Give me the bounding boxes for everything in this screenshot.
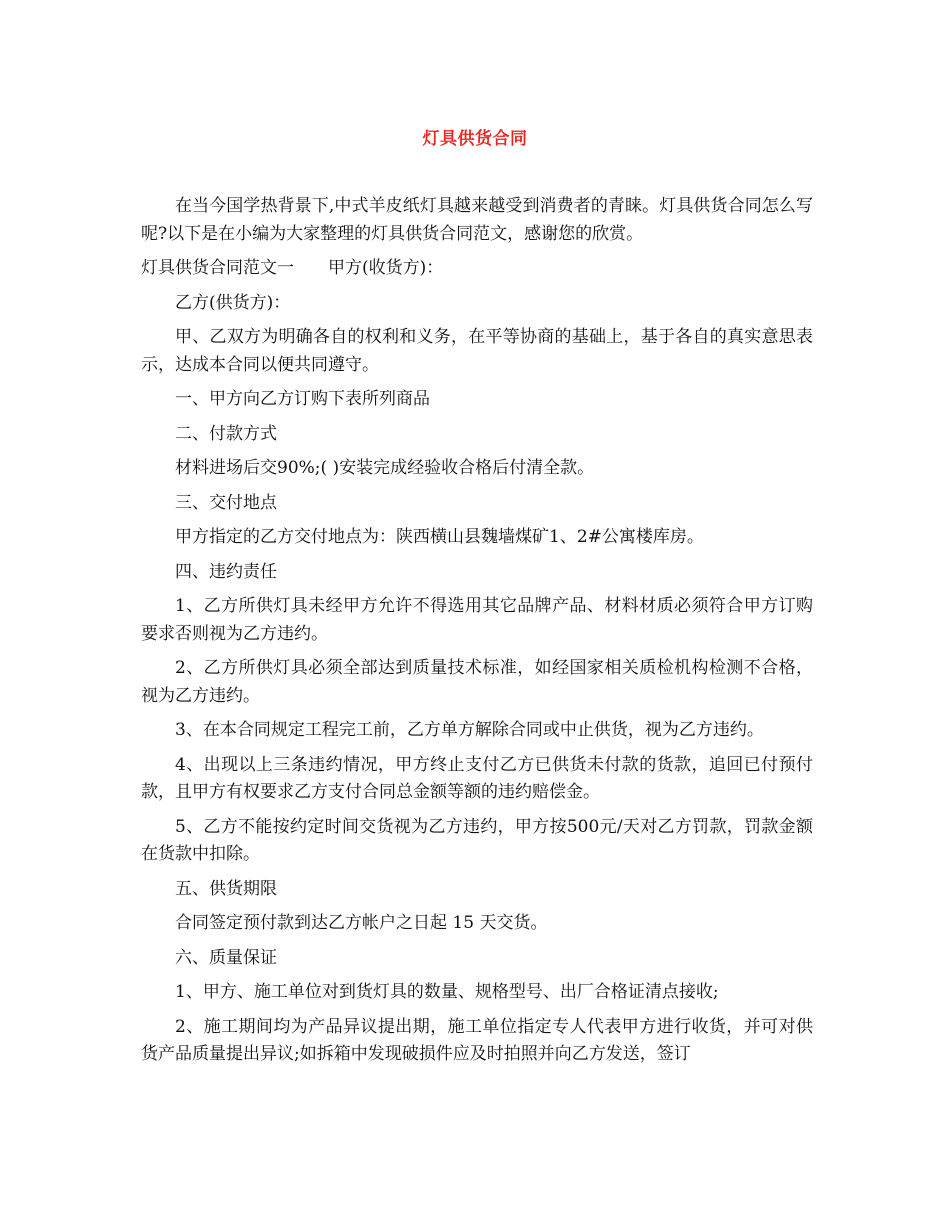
- section-6-heading: 六、质量保证: [175, 947, 277, 968]
- breach-clause-3: 3、在本合同规定工程完工前，乙方单方解除合同或中止供货，视为乙方违约。: [175, 720, 764, 740]
- section-4-heading: 四、违约责任: [175, 561, 277, 582]
- party-a-label: 甲方(收货方)：: [328, 258, 444, 278]
- breach-clause-5: 5、乙方不能按约定时间交货视为乙方违约，甲方按500元/天对乙方罚款，罚款金额在货款中扣除。: [141, 816, 813, 864]
- section-3-heading: 三、交付地点: [175, 492, 277, 513]
- breach-clause-2: 2、乙方所供灯具必须全部达到质量技术标准，如经国家相关质检机构检测不合格，视为乙方违约。: [141, 658, 813, 706]
- sample-heading: 灯具供货合同范文一: [141, 258, 294, 278]
- quality-clause-2: 2、施工期间均为产品异议提出期，施工单位指定专人代表甲方进行收货，并可对供货产品质量提出异议;如拆箱中发现破损件应及时拍照并向乙方发送，签订: [141, 1016, 813, 1064]
- sample-heading-line: [141, 255, 813, 283]
- section-5-heading: 五、供货期限: [175, 878, 277, 899]
- delivery-location-paragraph: 甲方指定的乙方交付地点为：陕西横山县魏墙煤矿1、2#公寓楼库房。: [175, 527, 704, 547]
- document-body: [141, 193, 813, 1076]
- preamble-paragraph: 甲、乙双方为明确各自的权利和义务，在平等协商的基础上，基于各自的真实意思表示，达成本合同以便共同遵守。: [141, 327, 813, 375]
- breach-clause-1: 1、乙方所供灯具未经甲方允许不得选用其它品牌产品、材料材质必须符合甲方订购要求否则视为乙方违约。: [141, 596, 813, 644]
- quality-clause-1: 1、甲方、施工单位对到货灯具的数量、规格型号、出厂合格证清点接收;: [175, 982, 719, 1002]
- intro-paragraph: 在当今国学热背景下,中式羊皮纸灯具越来越受到消费者的青睐。灯具供货合同怎么写呢?以下是在小编为大家整理的灯具供货合同范文，感谢您的欣赏。: [141, 196, 813, 244]
- section-2-heading: 二、付款方式: [175, 423, 277, 444]
- document-title: 灯具供货合同: [422, 129, 528, 149]
- payment-paragraph: 材料进场后交90%;( )安装完成经验收合格后付清全款。: [175, 458, 595, 478]
- supply-period-paragraph: 合同签定预付款到达乙方帐户之日起 15 天交货。: [175, 913, 548, 933]
- breach-clause-4: 4、出现以上三条违约情况，甲方终止支付乙方已供货未付款的货款，追回已付预付款，且甲方有权要求乙方支付合同总金额等额的违约赔偿金。: [141, 754, 813, 802]
- party-b-label: 乙方(供货方)：: [175, 292, 291, 313]
- section-1-heading: 一、甲方向乙方订购下表所列商品: [175, 389, 430, 409]
